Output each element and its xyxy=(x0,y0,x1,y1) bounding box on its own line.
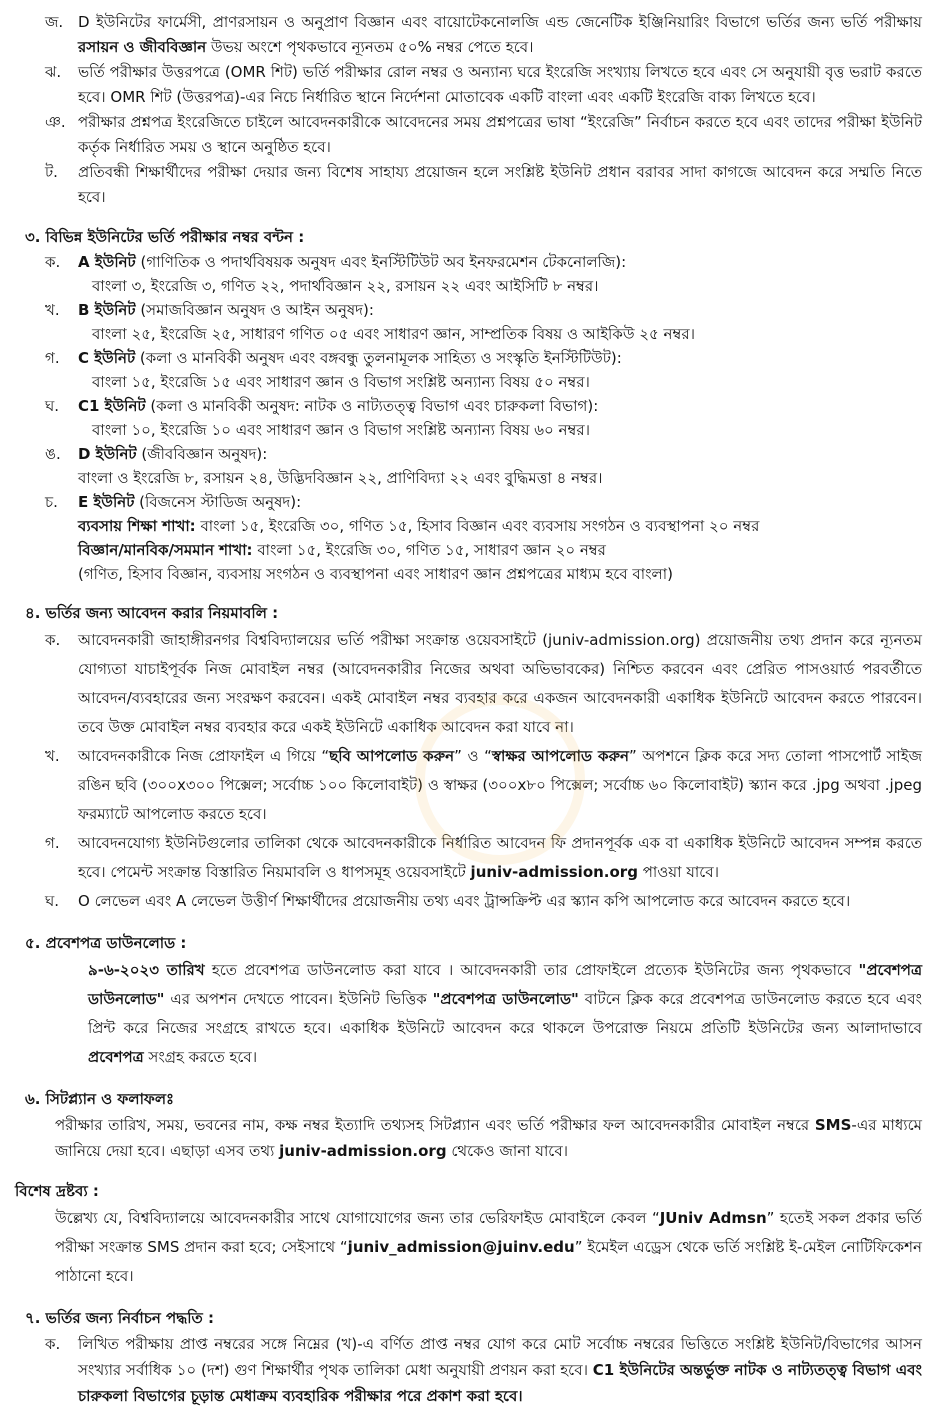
text-run: উভয় অংশে পৃথকভাবে ন্যূনতম ৫০% নম্বর পেতে হবে। xyxy=(206,38,534,56)
item-label: খ. xyxy=(45,747,60,765)
bold-text: স্বাক্ষর আপলোড করুন xyxy=(491,747,629,765)
section-heading: ৬. সিটপ্ল্যান ও ফলাফলঃ xyxy=(25,1090,175,1108)
section-heading: ৫. প্রবেশপত্র ডাউনলোড : xyxy=(25,934,187,952)
text-run: আবেদনকারীকে নিজ প্রোফাইল এ গিয়ে “ xyxy=(78,747,330,765)
text-run: বাংলা ও ইংরেজি ৮, রসায়ন ২৪, উদ্ভিদবিজ্ঞান ২২, প্রাণিবিদ্যা ২২ এবং বুদ্ধিমত্তা ৪ নম্বর। xyxy=(78,469,603,487)
item-label: ট. xyxy=(45,163,58,181)
paragraph xyxy=(78,394,922,418)
text-run: (গণিত, হিসাব বিজ্ঞান, ব্যবসায় সংগঠন ও ব্যবস্থাপনা এবং সাধারণ জ্ঞান প্রশ্নপত্রের মাধ্যম হবে বাংলা) xyxy=(78,565,673,583)
text-run: ” ইমেইল এড্রেস থেকে ভর্তি সংশ্লিষ্ট ই-মেইল নোটিফিকেশন পাঠানো হবে। xyxy=(55,1238,922,1285)
item-label: ক. xyxy=(45,1335,61,1353)
text-run: বাংলা ২৫, ইংরেজি ২৫, সাধারণ গণিত ০৫ এবং সাধারণ জ্ঞান, সাম্প্রতিক বিষয় ও আইকিউ ২৫ নম্বর। xyxy=(92,325,695,343)
text-run: (সমাজবিজ্ঞান অনুষদ ও আইন অনুষদ): xyxy=(135,301,374,319)
text-run: বাটনে ক্লিক করে প্রবেশপত্র ডাউনলোড করতে হবে এবং প্রিন্ট করে নিজের সংগ্রহে রাখতে হবে। একাধিক ইউনিটে আবেদন করে থাকলে উপরোক্ত নিয়মে প্রতিটি ইউনিটের জন্য আলাদাভাবে xyxy=(88,990,922,1037)
bold-text: D ইউনিট xyxy=(78,445,137,463)
paragraph xyxy=(78,442,922,466)
bold-text: juniv-admission.org xyxy=(470,863,638,881)
text-run: পাওয়া যাবে। xyxy=(637,863,719,881)
paragraph xyxy=(78,10,922,60)
item-body xyxy=(78,110,922,160)
item-body xyxy=(78,442,922,490)
item-body xyxy=(78,626,922,742)
text-run: বাংলা ১৫, ইংরেজি ৩০, গণিত ১৫, হিসাব বিজ্ঞান এবং ব্যবসায় সংগঠন ও ব্যবস্থাপনা ২০ নম্বর xyxy=(195,517,760,535)
section-7 xyxy=(0,1305,950,1409)
text-run: ” অপশনে ক্লিক করে সদ্য তোলা পাসপোর্ট সাইজ রঙিন ছবি (৩০০x৩০০ পিক্সেল; সর্বোচ্চ ১০০ কিলোবাইট) ও স্বাক্ষর (৩০০x৮০ পিক্সেল; সর্বোচ্চ ৬০ কিলোবাইট) স্ক্যান করে .jpg অথবা .jpeg ফরম্যাটে আপলোড করতে হবে। xyxy=(78,747,922,823)
text-run: ” ও “ xyxy=(454,747,492,765)
bold-text: প্রবেশপত্র xyxy=(88,1048,144,1066)
item-label: ক. xyxy=(45,631,61,649)
paragraph xyxy=(78,418,922,442)
item-body xyxy=(78,490,922,586)
paragraph xyxy=(78,274,922,298)
item-body xyxy=(78,10,922,60)
list-item xyxy=(0,394,950,442)
bold-text: A ইউনিট xyxy=(78,253,136,271)
list-item xyxy=(0,829,950,887)
item-label: ঘ. xyxy=(45,397,60,415)
item-label: খ. xyxy=(45,301,60,319)
list-item xyxy=(0,442,950,490)
text-run: -এর মাধ্যমে জানিয়ে দেয়া হবে। এছাড়া এসব তথ্য xyxy=(55,1116,922,1160)
item-label: ঘ. xyxy=(45,892,60,910)
paragraph xyxy=(78,1331,922,1409)
text-run: (গাণিতিক ও পদার্থবিষয়ক অনুষদ এবং ইনস্টিটিউট অব ইনফরমেশন টেকনোলজি): xyxy=(135,253,627,271)
text-run: পরীক্ষার প্রশ্নপত্র ইংরেজিতে চাইলে আবেদনকারীকে আবেদনের সময় প্রশ্নপত্রের ভাষা “ইংরেজি” নির্বাচন করতে হবে এবং তাদের পরীক্ষা ইউনিট কর্তৃক নির্ধারিত সময় ও স্থানে অনুষ্ঠিত হবে। xyxy=(78,113,922,156)
paragraph xyxy=(78,250,922,274)
list-item xyxy=(0,250,950,298)
text-run: প্রতিবন্ধী শিক্ষার্থীদের পরীক্ষা দেয়ার জন্য বিশেষ সাহায্য প্রয়োজন হলে সংশ্লিষ্ট ইউনিট প্রধান বরাবর সাদা কাগজে আবেদন করে সম্মতি নিতে হবে। xyxy=(78,163,922,206)
text-run: ” হতেই সকল প্রকার ভর্তি পরীক্ষা সংক্রান্ত SMS প্রদান করা হবে; সেইসাথে “ xyxy=(55,1209,922,1256)
item-body xyxy=(78,742,922,829)
section-top xyxy=(0,10,950,210)
bold-text: ৯-৬-২০২৩ তারিখ xyxy=(88,961,205,979)
paragraph xyxy=(78,742,922,829)
section-heading: ৩. বিভিন্ন ইউনিটের ভর্তি পরীক্ষার নম্বর বন্টন : xyxy=(25,228,305,246)
text-run: থেকেও জানা যাবে। xyxy=(446,1142,569,1160)
bold-text: C ইউনিট xyxy=(78,349,136,367)
list-item xyxy=(0,490,950,586)
text-run: পরীক্ষার তারিখ, সময়, ভবনের নাম, কক্ষ নম্বর ইত্যাদি তথ্যসহ সিটপ্ল্যান এবং ভর্তি পরীক্ষার ফল আবেদনকারীর মোবাইল নম্বরে xyxy=(55,1116,815,1134)
paragraph xyxy=(78,887,922,916)
list-item xyxy=(0,110,950,160)
section-body xyxy=(0,1112,950,1164)
bold-text: C1 ইউনিট xyxy=(78,397,146,415)
paragraph xyxy=(78,829,922,887)
list-item xyxy=(0,742,950,829)
item-body xyxy=(78,1331,922,1409)
paragraph xyxy=(78,490,922,514)
section-3 xyxy=(0,224,950,586)
text-run: D ইউনিটের ফার্মেসী, প্রাণরসায়ন ও অনুপ্রাণ বিজ্ঞান এবং বায়োটেকনোলজি এন্ড জেনেটিক ইঞ্জিনিয়ারিং বিভাগে ভর্তির জন্য ভর্তি পরীক্ষায় xyxy=(78,13,922,31)
item-body xyxy=(78,887,922,916)
text-run: বাংলা ১০, ইংরেজি ১০ এবং সাধারণ জ্ঞান ও বিভাগ সংশ্লিষ্ট অন্যান্য বিষয় ৬০ নম্বর। xyxy=(92,421,590,439)
item-body xyxy=(78,346,922,394)
text-run: (জীববিজ্ঞান অনুষদ): xyxy=(136,445,268,463)
bold-text: juniv_admission@juinv.edu xyxy=(347,1238,575,1256)
item-label: গ. xyxy=(45,834,60,852)
text-run: (কলা ও মানবিকী অনুষদ: নাটক ও নাট্যতত্ত্ব বিভাগ এবং চারুকলা বিভাগ): xyxy=(145,397,599,415)
section-heading: ৪. ভর্তির জন্য আবেদন করার নিয়মাবলি : xyxy=(25,604,279,622)
paragraph xyxy=(78,562,922,586)
paragraph xyxy=(78,298,922,322)
paragraph xyxy=(78,110,922,160)
paragraph xyxy=(78,322,922,346)
bold-text: B ইউনিট xyxy=(78,301,136,319)
list-item xyxy=(0,346,950,394)
list-item xyxy=(0,60,950,110)
paragraph xyxy=(78,60,922,110)
list-item xyxy=(0,1331,950,1409)
text-run: লিখিত পরীক্ষায় প্রাপ্ত নম্বরের সঙ্গে নিম্নের (খ)-এ বর্ণিত প্রাপ্ত নম্বর যোগ করে মোট সর্বোচ্চ নম্বরের ভিত্তিতে সংশ্লিষ্ট ইউনিট/বিভাগের আসন সংখ্যার সর্বাধিক ১০ (দশ) গুণ শিক্ষার্থীর পৃথক তালিকা মেধা অনুযায়ী প্রণয়ন করা হবে। xyxy=(78,1335,922,1379)
admission-notice-document xyxy=(0,10,950,1423)
paragraph xyxy=(78,514,922,538)
list-item xyxy=(0,626,950,742)
text-run: এর অপশন দেখতে পাবেন। ইউনিট ভিত্তিক xyxy=(164,990,433,1008)
paragraph xyxy=(78,160,922,210)
bold-text: juniv-admission.org xyxy=(279,1142,447,1160)
section-note xyxy=(0,1178,950,1291)
text-run: আবেদনকারী জাহাঙ্গীরনগর বিশ্ববিদ্যালয়ের ভর্তি পরীক্ষা সংক্রান্ত ওয়েবসাইটে (juniv-admission.org) প্রয়োজনীয় তথ্য প্রদান করে ন্যূনতম যোগ্যতা যাচাইপূর্বক নিজ মোবাইল নম্বর (আবেদনকারীর নিজের অথবা অভিভাবকের) নিশ্চিত করবেন এবং প্রেরিত পাসওয়ার্ড পরবর্তীতে আবেদন/ব্যবহারের জন্য সংরক্ষণ করবেন। একই মোবাইল নম্বর ব্যবহার করে একজন আবেদনকারী একাধিক ইউনিটে আবেদন করতে পারবেন। তবে উক্ত মোবাইল নম্বর ব্যবহার করে একই ইউনিটে একাধিক আবেদন করা যাবে না। xyxy=(78,631,922,736)
item-label: গ. xyxy=(45,349,60,367)
item-label: চ. xyxy=(45,493,58,511)
text-run: হতে প্রবেশপত্র ডাউনলোড করা যাবে । আবেদনকারী তার প্রোফাইলে প্রত্যেক ইউনিটের জন্য পৃথকভাবে xyxy=(204,961,859,979)
item-label: জ. xyxy=(45,13,64,31)
paragraph xyxy=(55,1112,922,1164)
paragraph xyxy=(78,370,922,394)
paragraph xyxy=(78,538,922,562)
list-item xyxy=(0,298,950,346)
paragraph xyxy=(55,1204,922,1291)
item-body xyxy=(78,250,922,298)
paragraph xyxy=(78,626,922,742)
bold-text: "প্রবেশপত্র ডাউনলোড" xyxy=(88,961,922,1008)
bold-text: বিজ্ঞান/মানবিক/সমমান শাখা: xyxy=(78,541,253,559)
bold-text: রসায়ন ও জীববিজ্ঞান xyxy=(78,38,207,56)
paragraph xyxy=(78,466,922,490)
section-6 xyxy=(0,1086,950,1164)
item-label: ক. xyxy=(45,253,61,271)
section-4 xyxy=(0,600,950,916)
bold-text: ছবি আপলোড করুন xyxy=(329,747,455,765)
text-run: (কলা ও মানবিকী অনুষদ এবং বঙ্গবন্ধু তুলনামূলক সাহিত্য ও সংস্কৃতি ইনস্টিটিউট): xyxy=(135,349,622,367)
paragraph xyxy=(78,346,922,370)
text-run: (বিজনেস স্টাডিজ অনুষদ): xyxy=(134,493,302,511)
section-heading: বিশেষ দ্রষ্টব্য : xyxy=(15,1182,99,1200)
item-label: ঞ. xyxy=(45,113,66,131)
item-body xyxy=(78,394,922,442)
section-heading: ৭. ভর্তির জন্য নির্বাচন পদ্ধতি : xyxy=(25,1309,214,1327)
bold-text: E ইউনিট xyxy=(78,493,135,511)
section-5 xyxy=(0,930,950,1072)
bold-text: ব্যবসায় শিক্ষা শাখা: xyxy=(78,517,196,535)
bold-text: "প্রবেশপত্র ডাউনলোড" xyxy=(432,990,579,1008)
list-item xyxy=(0,10,950,60)
item-body xyxy=(78,160,922,210)
section-body xyxy=(0,1204,950,1291)
item-body xyxy=(78,298,922,346)
item-label: ঙ. xyxy=(45,445,61,463)
section-body xyxy=(0,956,950,1072)
bold-text: JUniv Admsn xyxy=(659,1209,767,1227)
item-body xyxy=(78,829,922,887)
list-item xyxy=(0,160,950,210)
text-run: সংগ্রহ করতে হবে। xyxy=(143,1048,258,1066)
item-label: ঝ. xyxy=(45,63,62,81)
bold-text: C1 ইউনিটের অন্তর্ভুক্ত নাটক ও নাট্যতত্ত্ব বিভাগ এবং চারুকলা বিভাগের চূড়ান্ত মেধাক্রম ব্যবহারিক পরীক্ষার পরে প্রকাশ করা হবে। xyxy=(78,1361,922,1405)
text-run: বাংলা ১৫, ইংরেজি ১৫ এবং সাধারণ জ্ঞান ও বিভাগ সংশ্লিষ্ট অন্যান্য বিষয় ৫০ নম্বর। xyxy=(92,373,590,391)
item-body xyxy=(78,60,922,110)
list-item xyxy=(0,887,950,916)
bold-text: SMS xyxy=(814,1116,852,1134)
paragraph xyxy=(88,956,922,1072)
text-run: বাংলা ৩, ইংরেজি ৩, গণিত ২২, পদার্থবিজ্ঞান ২২, রসায়ন ২২ এবং আইসিটি ৮ নম্বর। xyxy=(92,277,599,295)
text-run: বাংলা ১৫, ইংরেজি ৩০, গণিত ১৫, সাধারণ জ্ঞান ২০ নম্বর xyxy=(252,541,606,559)
text-run: ভর্তি পরীক্ষার উত্তরপত্রে (OMR শিট) ভর্তি পরীক্ষার রোল নম্বর ও অন্যান্য ঘরে ইংরেজি সংখ্যায় লিখতে হবে এবং সে অনুযায়ী বৃত্ত ভরাট করতে হবে। OMR শিট (উত্তরপত্র)-এর নিচে নির্ধারিত স্থানে নির্দেশনা মোতাবেক একটি বাংলা এবং একটি ইংরেজি বাক্য লিখতে হবে। xyxy=(78,63,922,106)
text-run: O লেভেল এবং A লেভেল উত্তীর্ণ শিক্ষার্থীদের প্রয়োজনীয় তথ্য এবং ট্রান্সক্রিপ্ট এর স্ক্যান কপি আপলোড করে আবেদন করতে হবে। xyxy=(78,892,851,910)
text-run: উল্লেখ্য যে, বিশ্ববিদ্যালয়ে আবেদনকারীর সাথে যোগাযোগের জন্য তার ভেরিফাইড মোবাইলে কেবল “ xyxy=(55,1209,660,1227)
text-run: আবেদনযোগ্য ইউনিটগুলোর তালিকা থেকে আবেদনকারীকে নির্ধারিত আবেদন ফি প্রদানপূর্বক এক বা একাধিক ইউনিটে আবেদন সম্পন্ন করতে হবে। পেমেন্ট সংক্রান্ত বিস্তারিত নিয়মাবলি ও ধাপসমূহ ওয়েবসাইটে xyxy=(78,834,922,881)
